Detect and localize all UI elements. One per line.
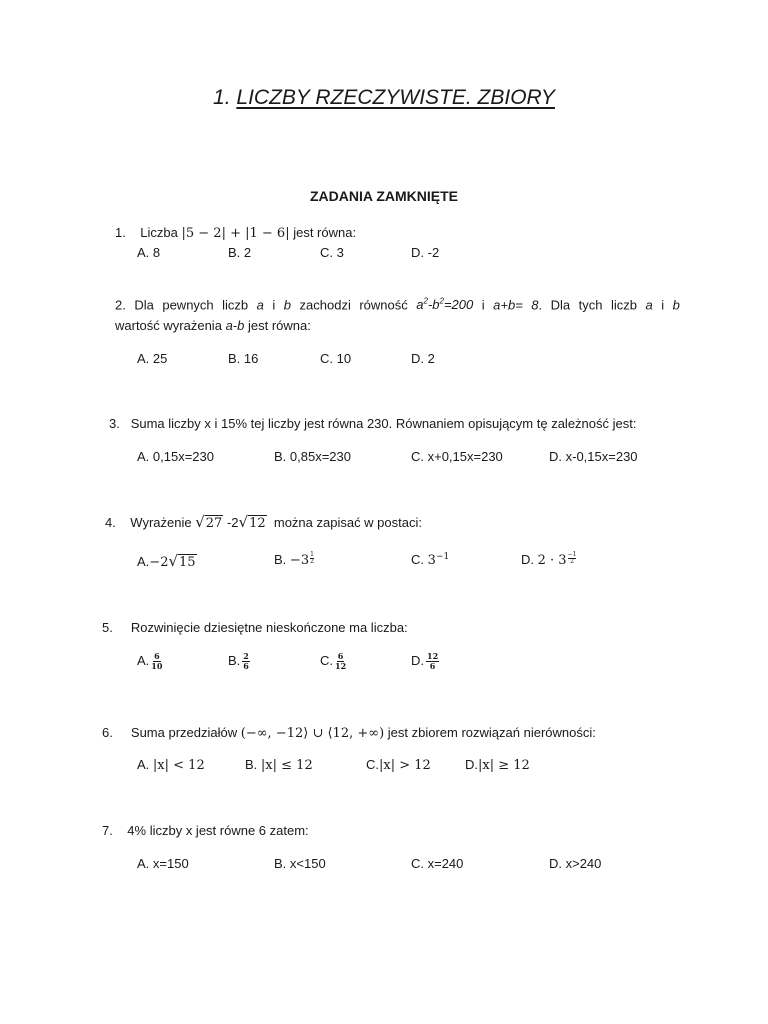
answer-c: C. 3 — [320, 245, 344, 260]
sqrt-icon: √ — [238, 513, 249, 531]
question-number: 6. — [102, 725, 113, 740]
variable: b — [672, 297, 680, 313]
answer-b: B. |x| ≤ 12 — [245, 757, 313, 773]
answer-d: D.|x| ≥ 12 — [465, 757, 530, 773]
question-text: Rozwinięcie dziesiętne nieskończone ma liczba: — [130, 620, 408, 635]
variable: a — [645, 297, 653, 313]
answer-b: B. $\frac{2}{6}$ — [228, 651, 249, 671]
question-number: 2. — [115, 297, 126, 313]
answer-b: B. 2 — [228, 245, 252, 260]
answer-a: A. x=150 — [137, 856, 189, 871]
question-text: Dla pewnych liczb — [134, 297, 249, 313]
question-text: 4% liczby x jest równe 6 zatem: — [127, 823, 309, 838]
question-text: i — [481, 297, 485, 313]
answer-c: C. x+0,15x=230 — [411, 449, 503, 464]
answer-d: D. $\frac{12}{6}$ — [411, 651, 439, 671]
question-number: 4. — [105, 515, 116, 530]
question-text: zachodzi równość — [299, 297, 408, 313]
answer-b: B. 16 — [228, 351, 259, 366]
math-expression: |5 − 2| + |1 − 6| — [181, 226, 290, 241]
answer-c: C. 10 — [320, 351, 352, 366]
question-text: Suma przedziałów — [130, 725, 238, 740]
section-title: ZADANIA ZAMKNIĘTE — [309, 188, 459, 204]
variable: b — [283, 297, 292, 313]
answer-a: A. 25 — [137, 351, 168, 366]
question-text: Wyrażenie — [130, 515, 192, 530]
question-text: jest zbiorem rozwiązań nierówności: — [387, 725, 596, 740]
answer-b: B. 0,85x=230 — [274, 449, 351, 464]
question-6 — [102, 725, 596, 741]
question-2-line-2 — [115, 318, 311, 333]
question-7 — [102, 823, 309, 838]
question-text: . Dla tych liczb — [538, 297, 637, 313]
math-text: -2 — [226, 515, 239, 530]
question-2 — [115, 297, 680, 312]
question-text: Liczba — [140, 225, 178, 240]
sqrt-expression: √ 27 — [195, 513, 223, 531]
answer-c: C. $3^{-1}$ — [411, 552, 450, 568]
question-text: wartość wyrażenia — [115, 318, 222, 333]
answer-d: D. 2 · 3 $\frac{-1}{2}$ — [521, 551, 577, 568]
answer-d: D. x-0,15x=230 — [549, 449, 638, 464]
answer-d: D. 2 — [411, 351, 435, 366]
answer-c: C. x=240 — [411, 856, 464, 871]
question-5 — [102, 620, 408, 635]
question-number: 1. — [115, 225, 126, 240]
question-text: Suma liczby x i 15% tej liczby jest równa 230. Równaniem opisującym tę zależność jest: — [130, 416, 637, 431]
answer-d: D. x>240 — [549, 856, 602, 871]
answer-a: A.−2 √ 15 — [137, 552, 196, 570]
question-text: jest równa: — [247, 318, 311, 333]
answer-b: B. −3 $\frac{1}{2}$ — [274, 551, 314, 568]
variable: a — [256, 297, 264, 313]
question-text: i — [272, 297, 276, 313]
variable: a-b — [225, 318, 245, 333]
title-number: 1. — [213, 86, 231, 109]
answer-a: A. 0,15x=230 — [137, 449, 214, 464]
page-title — [0, 86, 768, 110]
question-3 — [109, 416, 636, 431]
title-text: LICZBY RZECZYWISTE. ZBIORY — [236, 86, 555, 109]
sqrt-expression: √ 12 — [238, 513, 266, 531]
question-number: 3. — [109, 416, 120, 431]
question-1 — [115, 225, 356, 241]
interval-expression: (−∞, −12⟩ ∪ ⟨12, +∞) — [240, 726, 385, 741]
answer-a: A. 8 — [137, 245, 161, 260]
equation: $a^2-b^2=200$ — [416, 297, 474, 313]
question-text: jest równa: — [293, 225, 357, 240]
answer-a: A. $\frac{6}{10}$ — [137, 651, 163, 671]
answer-c: C. $\frac{6}{12}$ — [320, 651, 347, 671]
question-number: 5. — [102, 620, 113, 635]
question-text: można zapisać w postaci: — [273, 515, 422, 530]
question-text: i — [661, 297, 665, 313]
answer-d: D. -2 — [411, 245, 440, 260]
equation: a+b= 8 — [493, 297, 539, 313]
answer-c: C.|x| > 12 — [366, 757, 431, 773]
answer-b: B. x<150 — [274, 856, 326, 871]
answer-a: A. |x| < 12 — [137, 757, 205, 773]
sqrt-icon: √ — [195, 513, 205, 531]
sqrt-icon: √ — [168, 552, 179, 570]
question-number: 7. — [102, 823, 113, 838]
question-4 — [105, 513, 422, 531]
